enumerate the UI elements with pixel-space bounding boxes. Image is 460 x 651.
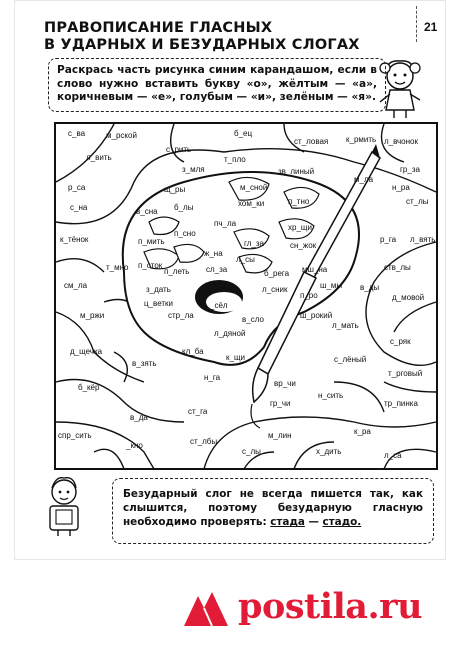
word-label: в_сна (136, 207, 158, 216)
word-label: к_рмить (346, 135, 377, 144)
coloring-picture (54, 122, 438, 470)
word-label: м_ржи (80, 311, 105, 320)
word-label: в_сло (242, 315, 264, 324)
word-label: л_мать (332, 321, 359, 330)
word-label: мш_на (302, 265, 328, 274)
word-label: н_ра (392, 183, 410, 192)
word-label: л_са (384, 451, 402, 460)
word-label: т_мно (106, 263, 129, 272)
word-label: гл_за (244, 239, 264, 248)
page-title (44, 20, 404, 54)
word-label: п_сток (138, 261, 163, 270)
word-label: р_са (68, 183, 86, 192)
word-label: м_лин (268, 431, 292, 440)
word-label: с_на (70, 203, 88, 212)
word-label: м_сной (240, 183, 268, 192)
word-label: ш_мы (320, 281, 343, 290)
word-label: н_сить (318, 391, 344, 400)
girl-with-book-illustration (38, 474, 92, 538)
rule-dash: — (308, 516, 319, 528)
word-label: ст_га (188, 407, 208, 416)
page-number: 21 (424, 20, 438, 34)
word-label: пч_ла (214, 219, 237, 228)
word-label: к_тёнок (60, 235, 89, 244)
word-label: ц_ветки (144, 299, 174, 308)
word-label: х_дить (316, 447, 342, 456)
postila-logo-icon (178, 586, 234, 634)
word-label: п_ро (300, 291, 318, 300)
word-label: спр_сить (58, 431, 92, 440)
word-label: стр_ла (168, 311, 194, 320)
word-label: р_га (380, 235, 397, 244)
word-label: н_га (204, 373, 221, 382)
word-label: _сёл (210, 301, 228, 310)
watermark-text: postila.ru (238, 586, 423, 627)
word-label: с_рить (166, 145, 192, 154)
word-label: в_зять (132, 359, 157, 368)
word-label: з_мля (182, 165, 205, 174)
word-label: з_дать (146, 285, 171, 294)
word-label: с_лы (242, 447, 261, 456)
word-label: см_ла (64, 281, 88, 290)
page-title-line-1: ПРАВОПИСАНИЕ ГЛАСНЫХ (44, 20, 273, 36)
word-label: б_кёр (78, 383, 100, 392)
word-label: б_рега (264, 269, 290, 278)
word-label: тр_пинка (384, 399, 418, 408)
word-label: п_мить (138, 237, 165, 246)
word-label: б_лы (174, 203, 194, 212)
word-label: зв_линый (278, 167, 315, 176)
page-title-line-2: В УДАРНЫХ И БЕЗУДАРНЫХ СЛОГАХ (44, 37, 360, 53)
word-label: к_щи (226, 353, 245, 362)
word-label: ж_на (204, 249, 223, 258)
word-label: ств_лы (384, 263, 411, 272)
word-label: в_ды (360, 283, 380, 292)
word-label: кл_ба (182, 347, 204, 356)
word-label: л_вять (410, 235, 436, 244)
word-label: д_щечка (70, 347, 103, 356)
word-label: л_вчонок (384, 137, 418, 146)
word-label: к_ра (354, 427, 371, 436)
rule-example-b: стадо. (322, 516, 362, 528)
word-label: л_сник (262, 285, 288, 294)
word-label: п_сно (174, 229, 196, 238)
rule-example-a: стада (270, 516, 305, 528)
word-label: т_рговый (388, 369, 423, 378)
word-label: хом_ки (238, 199, 265, 208)
worksheet-page (14, 0, 446, 560)
word-label: _кно (126, 441, 143, 450)
word-label: д_мовой (392, 293, 425, 302)
word-label: ш_рокий (300, 311, 333, 320)
word-label: вр_чи (274, 379, 296, 388)
rule-box (112, 478, 434, 544)
word-label: л_дяной (214, 329, 246, 338)
word-label: сн_жок (290, 241, 317, 250)
word-label: сл_за (206, 265, 228, 274)
task-instruction: Раскрась часть рисунка синим карандашом, если в слово нужно вставить букву «о», жёлтым — «а», коричневым — «е», голубым — «и», зелёным — «я». (48, 58, 386, 112)
word-label: т_пло (224, 155, 246, 164)
word-label: с_ряк (390, 337, 411, 346)
word-label: щ_ры (164, 185, 186, 194)
word-label: б_ец (234, 129, 253, 138)
word-label: ст_лы (406, 197, 429, 206)
word-label: п_тно (288, 197, 310, 206)
page-number-divider (416, 6, 418, 42)
word-label: п_леть (164, 267, 190, 276)
word-label: гр_чи (270, 399, 291, 408)
word-label: хр_щи (288, 223, 312, 232)
word-label: гр_за (400, 165, 420, 174)
word-label: ст_лбы (190, 437, 218, 446)
word-label: л_вить (86, 153, 112, 162)
word-label: с_лёный (334, 355, 367, 364)
word-label: с_ва (68, 129, 86, 138)
word-label: м_рской (106, 131, 137, 140)
word-label: в_да (130, 413, 148, 422)
word-label: м_ла (354, 175, 374, 184)
word-label: л_сы (236, 255, 255, 264)
word-label: ст_ловая (294, 137, 329, 146)
rule-text: Безударный слог не всегда пишется так, как слышится, поэтому безударную гласную необходимо проверять: (123, 488, 423, 528)
